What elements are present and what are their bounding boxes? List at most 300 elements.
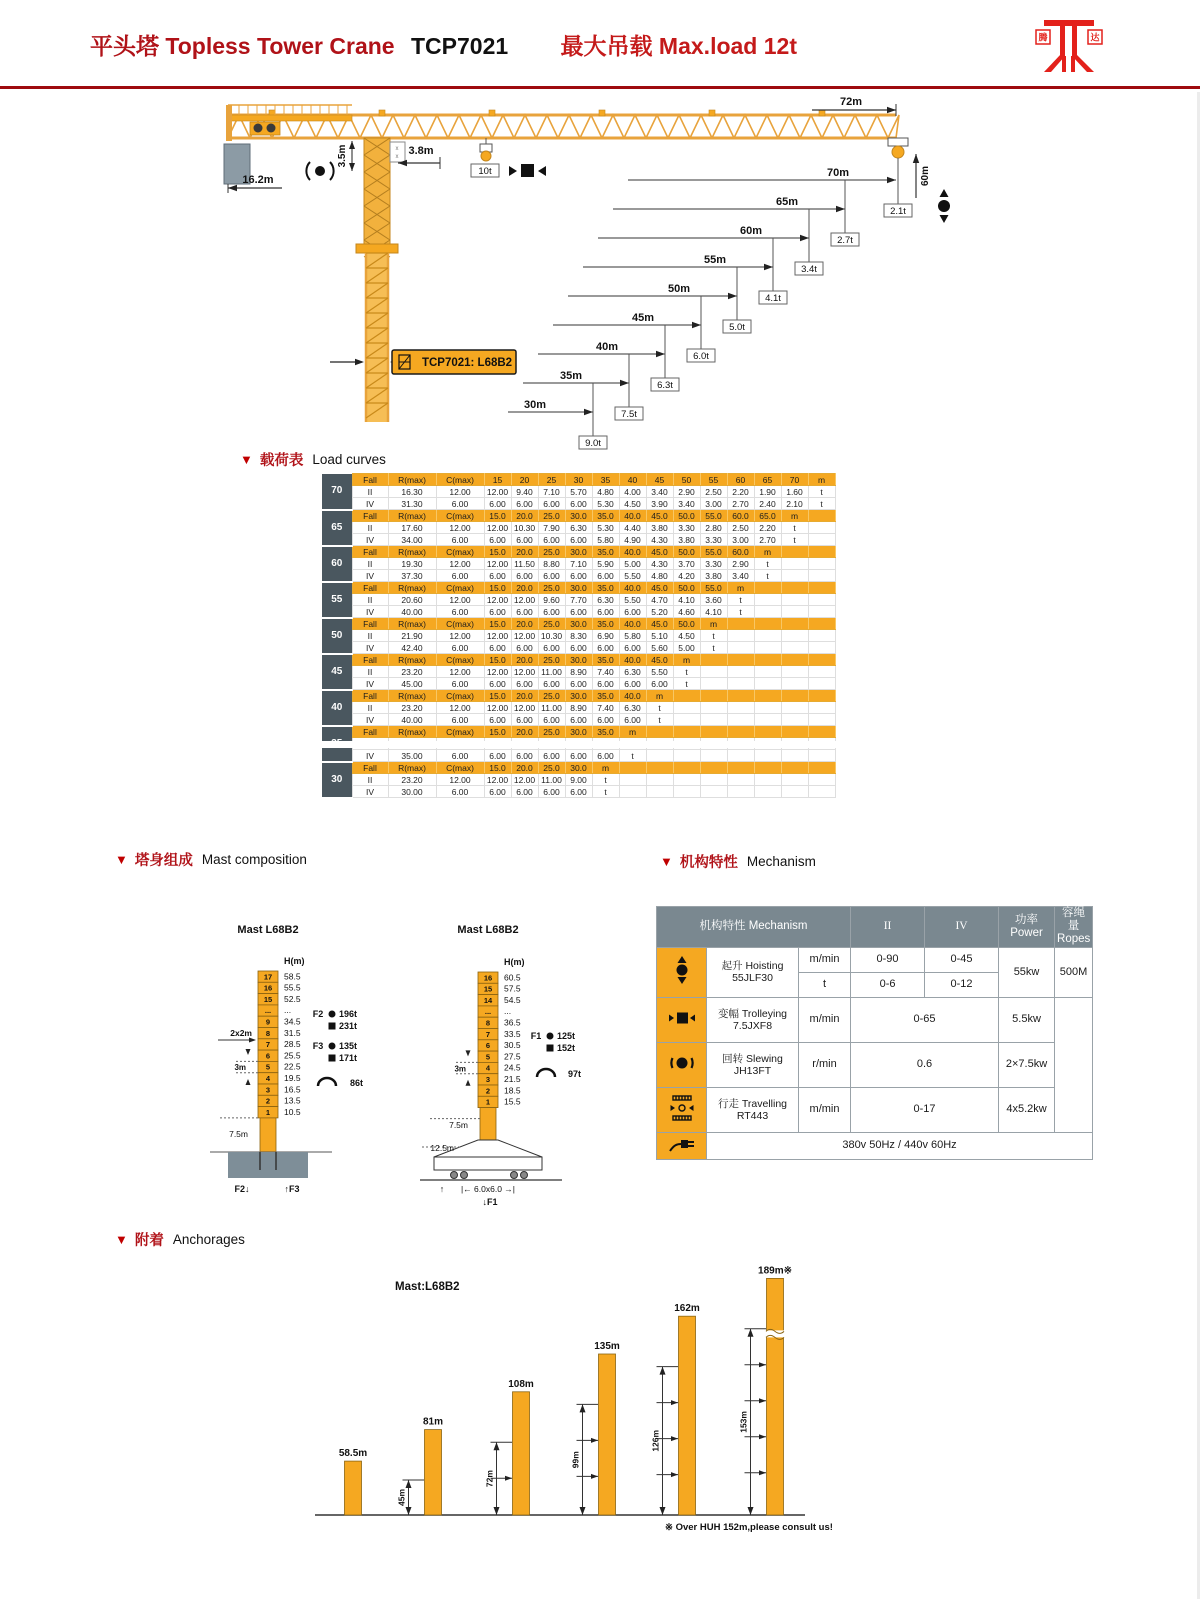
section-triangle-icon: ▼ (115, 852, 128, 867)
jib-joint (709, 110, 715, 116)
hoisting-icon (657, 947, 707, 997)
unit-value: t (646, 714, 673, 726)
load-value: 5.00 (619, 558, 646, 570)
jib-length-label: 60 (322, 546, 352, 582)
rmax-value: 40.00 (388, 606, 436, 618)
col-empty (727, 726, 754, 738)
load-value: 6.30 (619, 666, 646, 678)
col-radius: 20.0 (511, 762, 538, 774)
square-marker (329, 1023, 336, 1030)
arrow (494, 1442, 500, 1450)
mast-lower-column (260, 1118, 276, 1152)
load-value: 2.1t (890, 206, 906, 217)
fall-value: IV (352, 606, 388, 618)
col-radius: 25.0 (538, 654, 565, 666)
empty-cell (700, 774, 727, 786)
rmax-value: 21.90 (388, 630, 436, 642)
load-value: 5.50 (619, 594, 646, 606)
col-radius: 60.0 (727, 546, 754, 558)
note-square-value: 171t (339, 1053, 358, 1063)
load-value: 6.00 (484, 534, 511, 546)
col-radius: 40 (619, 474, 646, 486)
cmax-value: 12.00 (436, 486, 484, 498)
col-empty (781, 546, 808, 558)
empty-cell (754, 630, 781, 642)
section-triangle-icon: ▼ (115, 1232, 128, 1247)
slewing-icon (306, 162, 310, 180)
load-value: 6.00 (619, 642, 646, 654)
radius-label: 70m (826, 167, 850, 179)
anchor-height-label: 153m (738, 1411, 749, 1433)
trolley-icon (521, 164, 534, 177)
rmax-value: 31.30 (388, 498, 436, 510)
empty-cell (808, 750, 835, 762)
load-value: 2.70 (754, 534, 781, 546)
hoist-icon (938, 200, 950, 212)
unit-value: t (727, 594, 754, 606)
load-table (322, 473, 836, 799)
load-value: 4.40 (619, 522, 646, 534)
load-value: 6.00 (484, 678, 511, 690)
mast-section-number: 14 (483, 995, 493, 1005)
mast-section-number: ... (264, 1006, 272, 1016)
fall-value: IV (352, 714, 388, 726)
arrow (671, 1436, 678, 1441)
load-value: 11.00 (538, 774, 565, 786)
col-radius: 35.0 (592, 726, 619, 738)
empty-cell (700, 786, 727, 798)
jib-offset-dim: 3.8m (408, 145, 434, 157)
empty-cell (700, 678, 727, 690)
hoisting-v2-1: 0-90 (851, 947, 925, 972)
empty-cell (754, 594, 781, 606)
load-value: 6.30 (592, 594, 619, 606)
mast-section-height: 24.5 (504, 1062, 521, 1073)
load-value: 5.50 (619, 570, 646, 582)
empty-cell (808, 558, 835, 570)
load-value: 6.00 (538, 786, 565, 798)
arrow (620, 380, 629, 386)
col-empty (700, 690, 727, 702)
mast-section-number: 4 (265, 1074, 271, 1083)
jib-joint (379, 110, 385, 116)
col-empty (673, 726, 700, 738)
travelling-power: 4x5.2kw (999, 1087, 1055, 1132)
brand-logo (1030, 14, 1114, 78)
load-value: 3.40 (727, 570, 754, 582)
arrow (580, 1404, 586, 1412)
crane-diagram (0, 92, 1200, 452)
mast-section-height: 60.5 (504, 972, 521, 983)
arrow (228, 185, 237, 191)
col-radius: 40.0 (619, 510, 646, 522)
load-value: 6.00 (565, 714, 592, 726)
empty-cell (700, 666, 727, 678)
arrow (656, 351, 665, 357)
load-value: 4.00 (619, 486, 646, 498)
square-marker (547, 1045, 554, 1052)
empty-cell (673, 702, 700, 714)
empty-cell (808, 774, 835, 786)
arrow (748, 1507, 754, 1515)
radius-label: 60m (739, 225, 763, 237)
arrow (759, 1398, 766, 1403)
fall-value: IV (352, 642, 388, 654)
load-value: 6.00 (592, 642, 619, 654)
empty-cell (781, 630, 808, 642)
trolleying-icon (657, 997, 707, 1042)
mast-section-height: 16.5 (284, 1084, 301, 1095)
col-unit: m (754, 546, 781, 558)
mast-section-height: 15.5 (504, 1096, 521, 1107)
load-value: 4.70 (646, 594, 673, 606)
jib-length-label: 55 (322, 582, 352, 618)
section-triangle-icon: ▼ (240, 452, 253, 467)
trolleying-unit: m/min (799, 997, 851, 1042)
cmax-value: 12.00 (436, 666, 484, 678)
anchor-height-label: 45m (396, 1488, 407, 1507)
arrow (748, 1329, 754, 1337)
load-value: 6.00 (592, 678, 619, 690)
empty-cell (781, 666, 808, 678)
mech-header-fall4: IV (925, 907, 999, 948)
unit-value: t (727, 606, 754, 618)
load-value: 6.00 (565, 606, 592, 618)
load-value: 6.00 (538, 570, 565, 582)
counter-jib-dim: 16.2m (242, 174, 274, 186)
load-value: 6.00 (565, 534, 592, 546)
load-value: 3.30 (673, 522, 700, 534)
empty-cell (754, 642, 781, 654)
radius-label: 35m (559, 370, 583, 382)
load-value: 7.40 (592, 666, 619, 678)
col-radius: 50.0 (673, 510, 700, 522)
hook-height-dim: 60m (920, 165, 931, 187)
hoisting-ropes: 500M (1055, 947, 1093, 997)
col-fall: Fall (352, 582, 388, 594)
load-value: 2.10 (781, 498, 808, 510)
load-value: 2.70 (727, 498, 754, 510)
load-value: 6.00 (538, 498, 565, 510)
load-value: 7.10 (538, 486, 565, 498)
trolleying-name: 变幅 Trolleying 7.5JXF8 (707, 997, 799, 1042)
empty-cell (754, 666, 781, 678)
col-empty (754, 654, 781, 666)
col-radius: 15.0 (484, 762, 511, 774)
anchor-bar (767, 1278, 784, 1515)
mast-section-number: 9 (265, 1017, 271, 1027)
load-value: 12.00 (484, 558, 511, 570)
load-value: 6.00 (592, 570, 619, 582)
empty-cell (808, 642, 835, 654)
mast-section-number: 6 (485, 1041, 491, 1051)
bar-height-label: 58.5m (338, 1448, 368, 1460)
col-empty (673, 690, 700, 702)
col-empty (808, 654, 835, 666)
mast-section-number: 1 (485, 1097, 491, 1107)
mast-section-number: 2 (265, 1096, 271, 1106)
col-radius: 50.0 (673, 582, 700, 594)
hoisting-unit-2: t (799, 972, 851, 997)
col-empty (781, 690, 808, 702)
load-value: 12.00 (511, 594, 538, 606)
mast-section-height: 10.5 (284, 1106, 301, 1117)
page-title: 平头塔 Topless Tower Crane (90, 33, 395, 59)
arrow (759, 1434, 766, 1439)
arrow (349, 163, 355, 171)
empty-cell (754, 786, 781, 798)
load-value: 6.00 (511, 570, 538, 582)
col-empty (646, 762, 673, 774)
col-radius: 30.0 (565, 546, 592, 558)
load-value: 5.50 (646, 666, 673, 678)
load-value: 5.30 (592, 498, 619, 510)
mast-section-height: 55.5 (284, 982, 301, 993)
load-value: 4.50 (673, 630, 700, 642)
col-radius: 25.0 (538, 762, 565, 774)
empty-cell (727, 786, 754, 798)
empty-cell (646, 786, 673, 798)
col-radius: 45.0 (646, 510, 673, 522)
col-radius: 70 (781, 474, 808, 486)
load-value: 3.40 (673, 498, 700, 510)
rmax-value: 23.20 (388, 774, 436, 786)
mast-section-height: 13.5 (284, 1095, 301, 1106)
cmax-value: 12.00 (436, 558, 484, 570)
load-value: 6.00 (511, 498, 538, 510)
load-value: 6.00 (511, 642, 538, 654)
unit-value: t (673, 678, 700, 690)
load-value: 3.80 (646, 522, 673, 534)
col-radius: 40.0 (619, 654, 646, 666)
height-column-header: H(m) (284, 956, 305, 966)
hoisting-power: 55kw (999, 947, 1055, 997)
col-radius: 35.0 (592, 546, 619, 558)
col-empty (781, 762, 808, 774)
empty-cell (754, 750, 781, 762)
col-cmax: C(max) (436, 510, 484, 522)
col-radius: 35.0 (592, 690, 619, 702)
col-fall: Fall (352, 510, 388, 522)
fall-value: II (352, 666, 388, 678)
power-plug-icon (657, 1132, 707, 1159)
load-value: 3.60 (700, 594, 727, 606)
load-value: 10.30 (538, 630, 565, 642)
col-fall: Fall (352, 690, 388, 702)
load-value: 2.90 (673, 486, 700, 498)
load-value: 3.70 (673, 558, 700, 570)
empty-cell (727, 774, 754, 786)
section-mechanism (660, 851, 816, 872)
mech-header-name: 机构特性 Mechanism (657, 907, 851, 948)
load-value: 12.00 (484, 774, 511, 786)
unit-value: t (700, 630, 727, 642)
empty-cell (727, 750, 754, 762)
anchorage-chart (100, 1240, 1100, 1570)
load-value: 7.70 (565, 594, 592, 606)
note-circle-value: 135t (339, 1041, 358, 1051)
col-empty (808, 546, 835, 558)
mast-section-height: 57.5 (504, 983, 521, 994)
col-empty (673, 762, 700, 774)
arrow (584, 409, 593, 415)
col-radius: 20.0 (511, 510, 538, 522)
mast-section-height: 33.5 (504, 1028, 521, 1039)
empty-cell (619, 774, 646, 786)
mast-section-number: 16 (263, 983, 273, 993)
fall-value: II (352, 774, 388, 786)
load-value: 3.30 (700, 534, 727, 546)
col-radius: 55.0 (700, 546, 727, 558)
empty-cell (808, 678, 835, 690)
arrow (800, 235, 809, 241)
cmax-value: 12.00 (436, 522, 484, 534)
col-radius: 20.0 (511, 546, 538, 558)
arch-load-value: 97t (568, 1069, 582, 1079)
empty-cell (700, 750, 727, 762)
wheel (511, 1172, 518, 1179)
hoist-icon (940, 215, 949, 223)
col-radius: 65 (754, 474, 781, 486)
bar-height-label: 162m (674, 1303, 700, 1315)
col-rmax: R(max) (388, 762, 436, 774)
load-value: 4.80 (646, 570, 673, 582)
col-fall: Fall (352, 726, 388, 738)
fall-value: IV (352, 498, 388, 510)
up-arrow: ↑ (439, 1184, 445, 1194)
col-radius: 50.0 (673, 618, 700, 630)
trolley-icon (509, 166, 517, 176)
empty-cell (808, 534, 835, 546)
arrow (660, 1367, 666, 1375)
col-rmax: R(max) (388, 654, 436, 666)
mast-section-height: 36.5 (504, 1017, 521, 1028)
arrow (591, 1474, 598, 1479)
load-value: 12.00 (484, 666, 511, 678)
col-empty (781, 726, 808, 738)
fall-value: IV (352, 750, 388, 762)
empty-cell (781, 570, 808, 582)
mast-section-number: 6 (265, 1051, 271, 1061)
empty-cell (673, 774, 700, 786)
empty-cell (619, 786, 646, 798)
col-radius: 30.0 (565, 654, 592, 666)
rmax-value: 19.30 (388, 558, 436, 570)
load-value: 6.00 (511, 750, 538, 762)
empty-cell (727, 702, 754, 714)
load-value: 6.00 (565, 498, 592, 510)
arrow (349, 141, 355, 149)
mechanism-table (656, 906, 1093, 1160)
arrow (494, 1507, 500, 1515)
mast-section-height: 21.5 (504, 1074, 521, 1084)
foundation-block (228, 1152, 308, 1178)
unit-value: t (808, 498, 835, 510)
cmax-value: 6.00 (436, 750, 484, 762)
col-radius: 35 (592, 474, 619, 486)
rmax-value: 23.20 (388, 666, 436, 678)
anchor-height-label: 99m (570, 1451, 581, 1469)
empty-cell (781, 750, 808, 762)
cab-window: x (395, 154, 399, 160)
empty-cell (646, 774, 673, 786)
rmax-value: 20.60 (388, 594, 436, 606)
rmax-value: 42.40 (388, 642, 436, 654)
unit-value: t (754, 558, 781, 570)
col-unit: m (673, 654, 700, 666)
col-radius: 55 (700, 474, 727, 486)
hook-load: 10t (478, 166, 492, 177)
load-value: 12.00 (511, 702, 538, 714)
mech-header-power: 功率 Power (999, 907, 1055, 948)
arch-load-value: 86t (350, 1078, 364, 1088)
radius-label: 50m (667, 283, 691, 295)
col-radius: 15.0 (484, 510, 511, 522)
load-value: 2.80 (700, 522, 727, 534)
col-empty (700, 654, 727, 666)
col-radius: 20.0 (511, 690, 538, 702)
col-unit: m (700, 618, 727, 630)
note-key: F1 (530, 1031, 542, 1041)
col-radius: 25.0 (538, 690, 565, 702)
segment-height-dim: 3m (234, 1063, 246, 1072)
load-value: 8.90 (565, 666, 592, 678)
load-value: 6.30 (565, 522, 592, 534)
load-value: 6.00 (592, 606, 619, 618)
section-load-curves-zh: 载荷表 (259, 453, 304, 469)
logo-char-right: 达 (1090, 32, 1100, 43)
jib-length-label: 50 (322, 618, 352, 654)
empty-cell (808, 786, 835, 798)
jib-length-label: 70 (322, 474, 352, 510)
load-value: 6.00 (538, 534, 565, 546)
col-radius: 20.0 (511, 654, 538, 666)
mast-section-number: 8 (485, 1018, 491, 1028)
load-value: 7.40 (592, 702, 619, 714)
height-column-header: H(m) (504, 957, 525, 967)
mast-composition-diagram (100, 900, 700, 1230)
bar-height-label: 189m※ (758, 1265, 792, 1277)
track-gauge-dim: |← 6.0x6.0 →| (460, 1184, 516, 1194)
empty-cell (781, 678, 808, 690)
cmax-value: 12.00 (436, 774, 484, 786)
load-value: 6.30 (619, 702, 646, 714)
fall-value: IV (352, 678, 388, 690)
arrow (466, 1050, 471, 1056)
col-unit: m (646, 690, 673, 702)
rmax-value: 45.00 (388, 678, 436, 690)
load-value: 4.50 (619, 498, 646, 510)
col-fall: Fall (352, 654, 388, 666)
load-value: 2.20 (754, 522, 781, 534)
load-value: 12.00 (484, 594, 511, 606)
travelling-value: 0-17 (851, 1087, 999, 1132)
anchor-bar (345, 1461, 362, 1515)
circle-marker (547, 1033, 554, 1040)
empty-cell (754, 678, 781, 690)
mast-title: Mast L68B2 (457, 924, 519, 936)
col-empty (700, 726, 727, 738)
load-value: 4.10 (673, 594, 700, 606)
fall-value: IV (352, 570, 388, 582)
load-value: 6.00 (619, 606, 646, 618)
mast-section-height: 22.5 (284, 1061, 301, 1072)
col-fall: Fall (352, 474, 388, 486)
arrow (505, 1476, 512, 1481)
hoisting-unit-1: m/min (799, 947, 851, 972)
load-value: 3.40 (646, 486, 673, 498)
empty-cell (727, 630, 754, 642)
